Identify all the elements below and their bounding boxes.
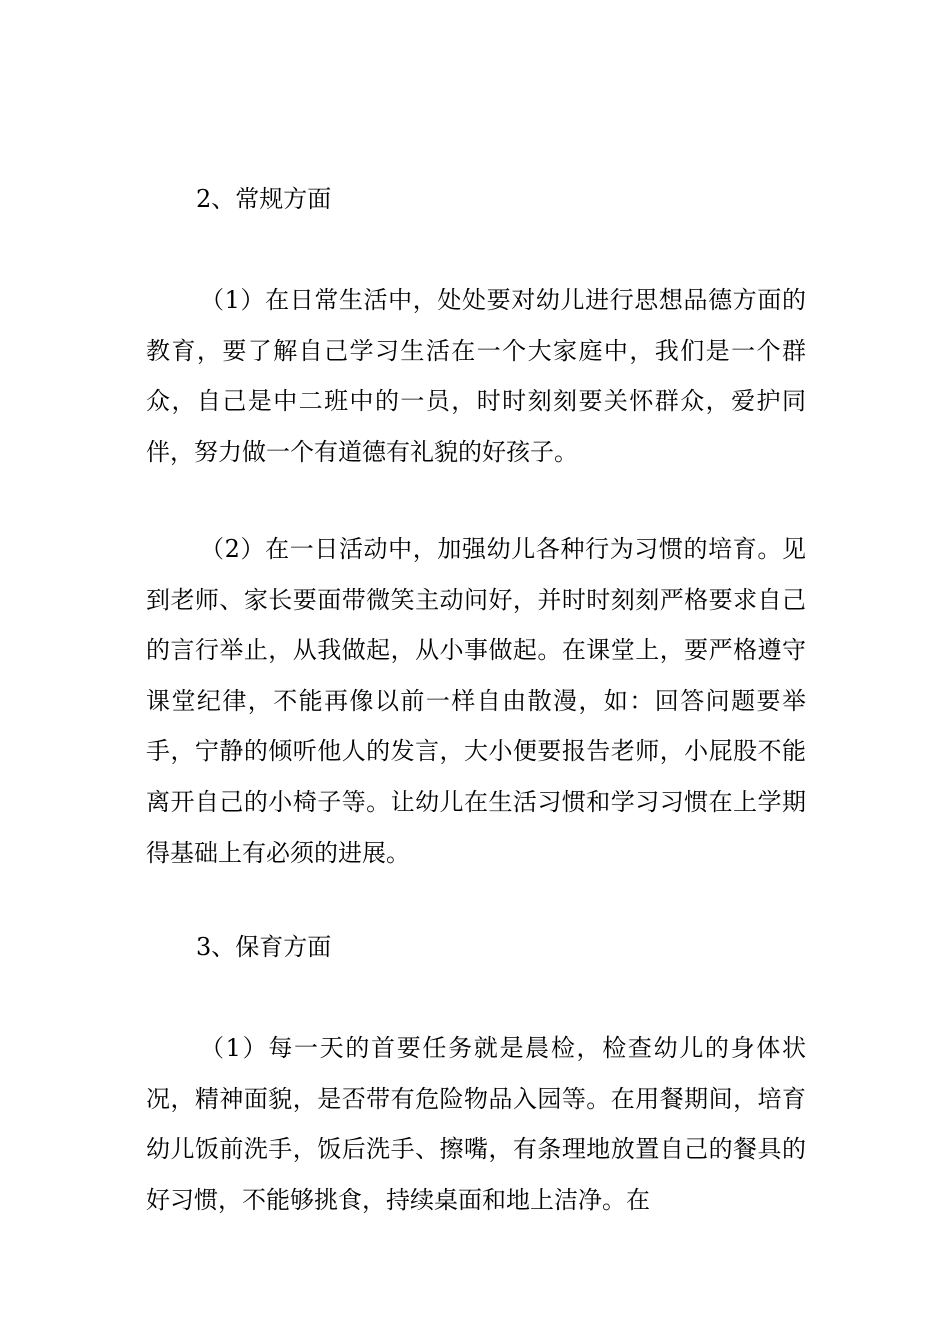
paragraph-morning-check: （1）每一天的首要任务就是晨检，检查幼儿的身体状况，精神面貌，是否带有危险物品入园等。在用餐期间，培育幼儿饭前洗手，饭后洗手、擦嘴，有条理地放置自己的餐具的好习惯，不能够挑食，持续桌面和地上洁净。在 (146, 1034, 806, 1214)
section-heading-routine: 2、常规方面 (196, 185, 332, 213)
paragraph-behavior-habits: （2）在一日活动中，加强幼儿各种行为习惯的培育。见到老师、家长要面带微笑主动问好，并时时刻刻严格要求自己的言行举止，从我做起，从小事做起。在课堂上，要严格遵守课堂纪律，不能再像以前一样自由散漫，如：回答问题要举手，宁静的倾听他人的发言，大小便要报告老师，小屁股不能离开自己的小椅子等。让幼儿在生活习惯和学习习惯在上学期得基础上有必须的进展。 (146, 535, 806, 867)
section-heading-care: 3、保育方面 (196, 933, 332, 961)
paragraph-moral-education: （1）在日常生活中，处处要对幼儿进行思想品德方面的教育，要了解自己学习生活在一个大家庭中，我们是一个群众，自己是中二班中的一员，时时刻刻要关怀群众，爱护同伴，努力做一个有道德有礼貌的好孩子。 (146, 286, 806, 466)
